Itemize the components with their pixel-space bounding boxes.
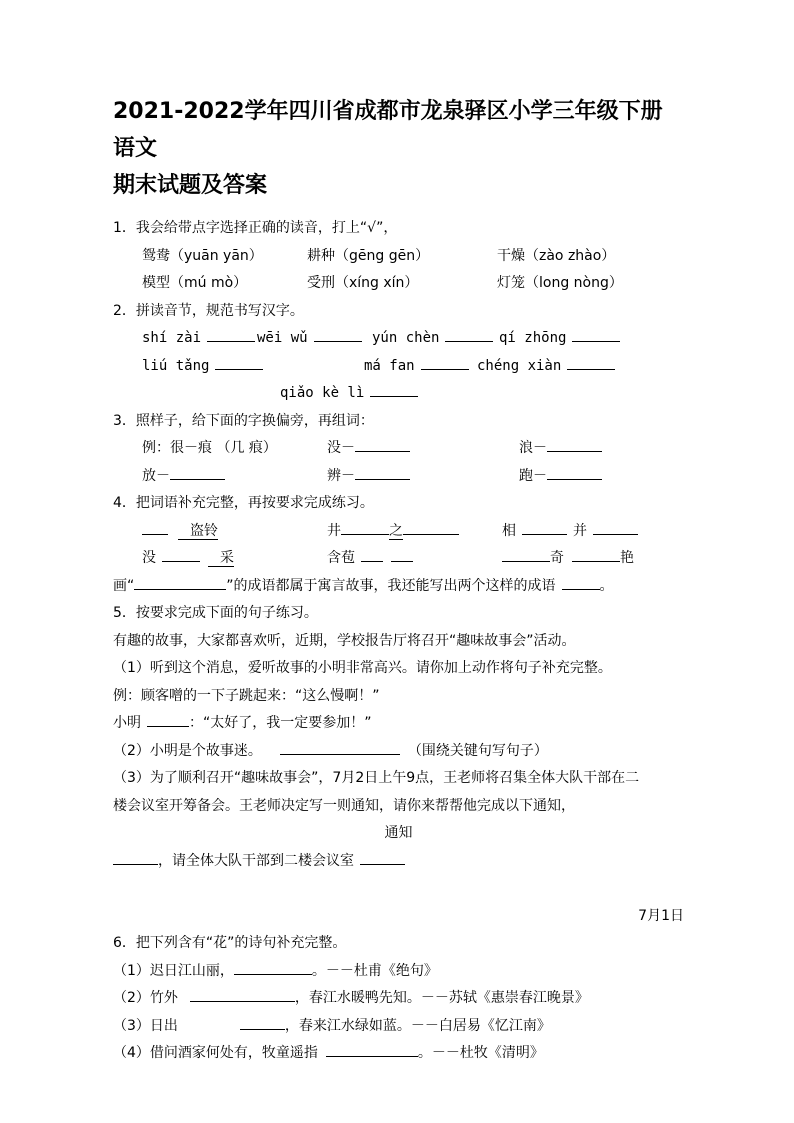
answer-blank	[355, 439, 410, 452]
answer-blank	[240, 1017, 285, 1030]
answer-blank	[142, 522, 168, 535]
q6-item-3	[113, 1013, 684, 1041]
q4-sentence-text: ”的成语都属于寓言故事，我还能写出两个这样的成语	[226, 577, 556, 594]
answer-blank	[562, 577, 600, 590]
answer-blank	[134, 577, 226, 590]
q6-item-pre: （1）迟日江山丽，	[113, 962, 234, 979]
spacer	[178, 1001, 190, 1002]
q1-word-pinyin: 耕种（gēng gēn）	[307, 247, 430, 264]
pinyin-text: qiǎo kè lì	[280, 385, 365, 401]
q5-sub-2-post: （围绕关键句写句子）	[407, 742, 548, 759]
q5-sub-1: （1）听到这个消息，爱听故事的小明非常高兴。请你加上动作将句子补充完整。	[113, 660, 612, 676]
question-4-label: 4．把词语补充完整，再按要求完成练习。	[113, 495, 374, 511]
q4-idiom	[502, 545, 634, 573]
answer-blank	[572, 549, 620, 562]
q1-row-2	[113, 270, 684, 298]
q1-word-pinyin: 灯笼（long nòng）	[497, 275, 623, 291]
pinyin-text: má fan	[364, 357, 415, 374]
answer-blank	[522, 522, 567, 535]
q4-idiom-text: 之	[389, 522, 403, 539]
q2-pinyin-cell	[257, 325, 372, 353]
q2-pinyin-cell	[372, 325, 499, 353]
q6-item-pre: （4）借问酒家何处有，牧童遥指	[113, 1045, 318, 1061]
question-5-label: 5．按要求完成下面的句子练习。	[113, 605, 318, 621]
answer-blank	[314, 329, 362, 342]
pinyin-text: wēi wǔ	[257, 330, 308, 346]
q5-xiaoming-post: ：“太好了，我一定要参加！”	[189, 715, 372, 731]
q4-idiom	[502, 518, 638, 546]
q4-idiom-text: 采	[208, 550, 234, 567]
answer-blank	[370, 384, 418, 397]
q6-item-2	[113, 985, 684, 1013]
q5-sub-2	[113, 738, 684, 766]
q3-row-2	[113, 463, 684, 491]
q3-item	[142, 463, 327, 491]
q4-idiom-text: 盗铃	[178, 523, 218, 540]
answer-blank	[593, 522, 638, 535]
q1-word-pinyin: 干燥（zào zhào）	[497, 247, 616, 264]
pinyin-text: liú tǎng	[142, 357, 210, 374]
q5-example: 例：顾客噌的一下子跳起来：“这么慢啊！”	[113, 687, 380, 704]
q4-sentence-text: 。	[599, 577, 614, 594]
q4-idiom	[327, 545, 502, 573]
q6-item-post: ，春来江水绿如蓝。－－白居易《忆江南》	[284, 1017, 551, 1034]
q6-item-post: 。－－杜甫《绝句》	[311, 962, 438, 979]
q2-row-2	[113, 353, 684, 381]
q5-sub-3-line-2: 楼会议室开筹备会。王老师决定写一则通知，请你来帮帮他完成以下通知，	[113, 797, 575, 814]
q2-pinyin-cell	[477, 353, 615, 381]
q4-idiom	[142, 518, 327, 546]
notice-body-line	[113, 848, 684, 876]
notice-date: 7月1日	[638, 907, 684, 924]
q4-row-2	[113, 545, 684, 573]
answer-blank	[147, 714, 189, 727]
q5-sub-2-pre: （2）小明是个故事迷。	[113, 742, 262, 759]
answer-blank	[502, 549, 550, 562]
spacer	[318, 1056, 326, 1057]
spacer	[200, 561, 208, 562]
spacer	[262, 754, 280, 755]
q3-row-1	[113, 435, 684, 463]
q4-row-3	[113, 573, 684, 601]
q2-pinyin-cell	[142, 353, 364, 381]
answer-blank	[361, 549, 383, 562]
q4-idiom-text: 并	[573, 522, 587, 539]
notice-body-text: ，请全体大队干部到二楼会议室	[158, 852, 354, 869]
q4-idiom-text: 含苞	[327, 550, 355, 566]
q4-idiom-text: 奇	[550, 550, 564, 566]
answer-blank	[567, 357, 615, 370]
q2-pinyin-cell	[142, 325, 257, 353]
q6-item-post: ，春江水暖鸭先知。－－苏轼《惠崇春江晚景》	[294, 990, 589, 1006]
spacer	[168, 534, 178, 535]
q3-item-text: 没－	[327, 440, 355, 456]
q4-idiom-text: 相	[502, 522, 516, 539]
q4-idiom-text: 井	[327, 522, 341, 539]
q3-item-text: 浪－	[519, 440, 547, 456]
question-1-label: 1．我会给带点字选择正确的读音，打上“√”，	[113, 220, 398, 236]
q3-item-text: 跑－	[519, 467, 547, 484]
answer-blank	[445, 329, 493, 342]
q2-row-3	[113, 380, 684, 408]
q3-item	[327, 435, 519, 463]
pinyin-text: yún chèn	[372, 330, 440, 346]
q3-item-text: 放－	[142, 467, 170, 484]
q2-row-1	[113, 325, 684, 353]
spacer	[400, 754, 408, 755]
answer-blank	[113, 852, 158, 865]
q5-xiaoming-pre: 小明	[113, 715, 141, 731]
q4-idiom	[142, 545, 327, 573]
answer-blank	[360, 852, 405, 865]
answer-blank	[421, 357, 469, 370]
answer-blank	[391, 549, 413, 562]
answer-blank	[215, 357, 263, 370]
answer-blank	[170, 467, 225, 480]
answer-blank	[280, 742, 400, 755]
q4-sentence-text: 画“	[113, 577, 135, 594]
answer-blank	[355, 467, 410, 480]
q3-item	[327, 463, 519, 491]
answer-blank	[403, 522, 459, 535]
q4-idiom	[327, 518, 502, 546]
q6-item-1	[113, 958, 684, 986]
answer-blank	[207, 329, 255, 342]
answer-blank	[547, 467, 602, 480]
question-3-label: 3．照样子，给下面的字换偏旁，再组词：	[113, 412, 374, 429]
q1-word-pinyin: 鸳鸯（yuān yān）	[142, 247, 263, 264]
title-line-2: 期末试题及答案	[113, 173, 268, 198]
empty-line	[113, 875, 684, 903]
title-line-1: 2021-2022学年四川省成都市龙泉驿区小学三年级下册语文	[113, 99, 663, 161]
q1-word-pinyin: 模型（mú mò）	[142, 275, 248, 291]
q6-item-pre: （2）竹外	[113, 990, 178, 1006]
spacer	[178, 1029, 240, 1030]
answer-blank	[326, 1044, 418, 1057]
q3-item-text: 辨－	[327, 467, 355, 484]
notice-title: 通知	[384, 825, 413, 841]
page-title	[113, 93, 684, 204]
q5-sub-3-line-1: （3）为了顺利召开“趣味故事会”，7月2日上午9点，王老师将召集全体大队干部在二	[113, 770, 640, 786]
q3-item	[519, 463, 602, 491]
answer-blank	[572, 329, 620, 342]
q6-item-post: 。－－杜牧《清明》	[417, 1045, 544, 1061]
pinyin-text: qí zhōng	[499, 330, 567, 346]
q5-xiaoming-line	[113, 710, 684, 738]
answer-blank	[162, 549, 200, 562]
spacer	[383, 561, 391, 562]
q1-row-1	[113, 243, 684, 271]
q4-row-1	[113, 518, 684, 546]
q4-idiom-text: 艳	[620, 550, 634, 566]
answer-blank	[234, 962, 312, 975]
q5-intro: 有趣的故事，大家都喜欢听，近期，学校报告厅将召开“趣味故事会”活动。	[113, 632, 576, 649]
question-6-label: 6．把下列含有“花”的诗句补充完整。	[113, 935, 347, 951]
q6-item-pre: （3）日出	[113, 1017, 178, 1034]
answer-blank	[190, 989, 295, 1002]
q2-pinyin-cell	[499, 325, 620, 353]
question-2-label: 2．拼读音节，规范书写汉字。	[113, 302, 304, 319]
answer-blank	[547, 439, 602, 452]
q3-example: 例：很－痕 （几 痕）	[142, 440, 277, 456]
q2-pinyin-cell	[364, 353, 477, 381]
answer-blank	[341, 522, 389, 535]
pinyin-text: chéng xiàn	[477, 357, 562, 374]
pinyin-text: shí zài	[142, 330, 202, 346]
q4-idiom-text: 没	[142, 550, 156, 566]
spacer	[564, 561, 572, 562]
q6-item-4	[113, 1040, 684, 1068]
q1-word-pinyin: 受刑（xíng xín）	[307, 275, 419, 291]
q3-item	[519, 435, 602, 463]
